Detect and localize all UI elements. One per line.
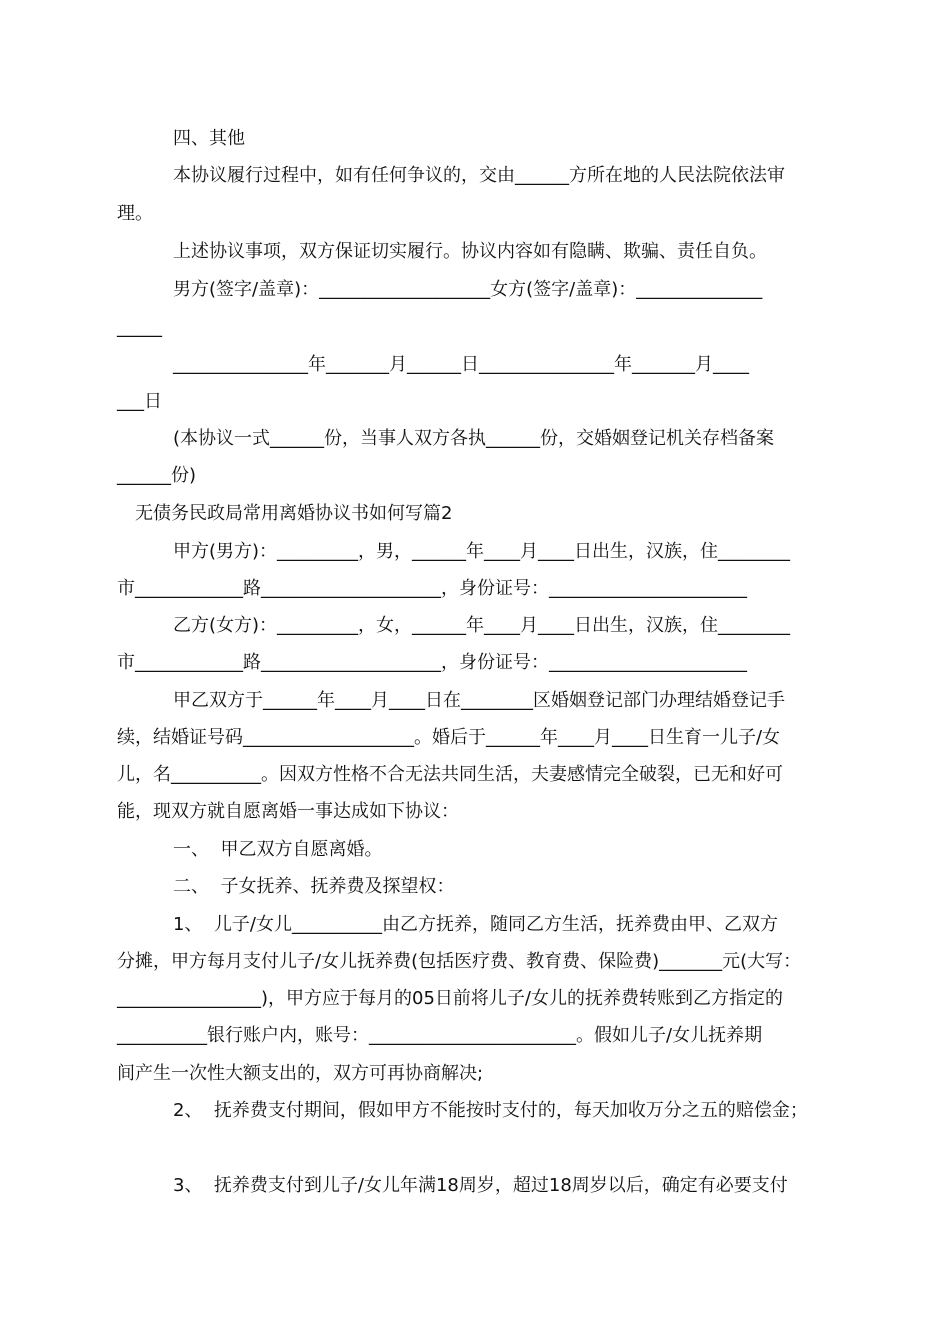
dispute-clause-cont: 理。 (117, 203, 153, 224)
clause-2-2: 2、 抚养费支付期间，假如甲方不能按时支付的，每天加收万分之五的赔偿金； (173, 1100, 808, 1121)
party-b-address: 市____________路____________________，身份证号：______________________ (117, 652, 747, 673)
signature-line: 男方(签字/盖章)：___________________女方(签字/盖章)：______________ (173, 279, 763, 300)
dispute-clause: 本协议履行过程中，如有任何争议的，交由______方所在地的人民法院依法审 (173, 165, 785, 186)
party-a-info: 甲方(男方)：_________，男，______年____月____日出生，汉族，住________ (173, 541, 791, 562)
article-2-heading: 二、 子女抚养、抚养费及探望权： (173, 876, 455, 897)
clause-2-1-cont-1: 分摊，甲方每月支付儿子/女儿抚养费(包括医疗费、教育费、保险费)_______元(大写： (117, 951, 802, 972)
marriage-registration-cont-1: 续，结婚证号码___________________。婚后于______年____月____日生育一儿子/女 (117, 727, 781, 748)
section-heading-other: 四、其他 (173, 128, 245, 149)
clause-2-1-cont-2: ________________)，甲方应于每月的05日前将儿子/女儿的抚养费转账到乙方指定的 (117, 988, 783, 1009)
article-1: 一、 甲乙双方自愿离婚。 (173, 839, 383, 860)
copies-note-cont: ______份) (117, 465, 197, 486)
marriage-registration: 甲乙双方于______年____月____日在________区婚姻登记部门办理结婚登记手 (173, 690, 785, 711)
copies-note: (本协议一式______份，当事人双方各执______份，交婚姻登记机关存档备案 (173, 428, 775, 449)
party-b-info: 乙方(女方)：_________，女，______年____月____日出生，汉族，住________ (173, 615, 791, 636)
clause-2-1-cont-3: __________银行账户内，账号：_______________________。假如儿子/女儿抚养期 (117, 1025, 763, 1046)
date-line-cont: ___日 (117, 391, 162, 412)
marriage-registration-cont-2: 儿，名__________。因双方性格不合无法共同生活，夫妻感情完全破裂，已无和好可 (117, 764, 783, 785)
date-line: _______________年_______月______日_______________年_______月____ (173, 354, 749, 375)
clause-2-1-cont-4: 间产生一次性大额支出的，双方可再协商解决; (117, 1063, 484, 1084)
clause-2-3: 3、 抚养费支付到儿子/女儿年满18周岁，超过18周岁以后，确定有必要支付 (173, 1175, 788, 1196)
party-a-address: 市____________路____________________，身份证号：______________________ (117, 578, 747, 599)
marriage-registration-cont-3: 能，现双方就自愿离婚一事达成如下协议： (117, 801, 459, 822)
performance-clause: 上述协议事项，双方保证切实履行。协议内容如有隐瞒、欺骗、责任自负。 (173, 241, 767, 262)
signature-line-cont: _____ (117, 317, 162, 338)
clause-2-1: 1、 儿子/女儿__________由乙方抚养，随同乙方生活，抚养费由甲、乙双方 (173, 914, 778, 935)
section-title: 无债务民政局常用离婚协议书如何写篇2 (135, 503, 453, 524)
